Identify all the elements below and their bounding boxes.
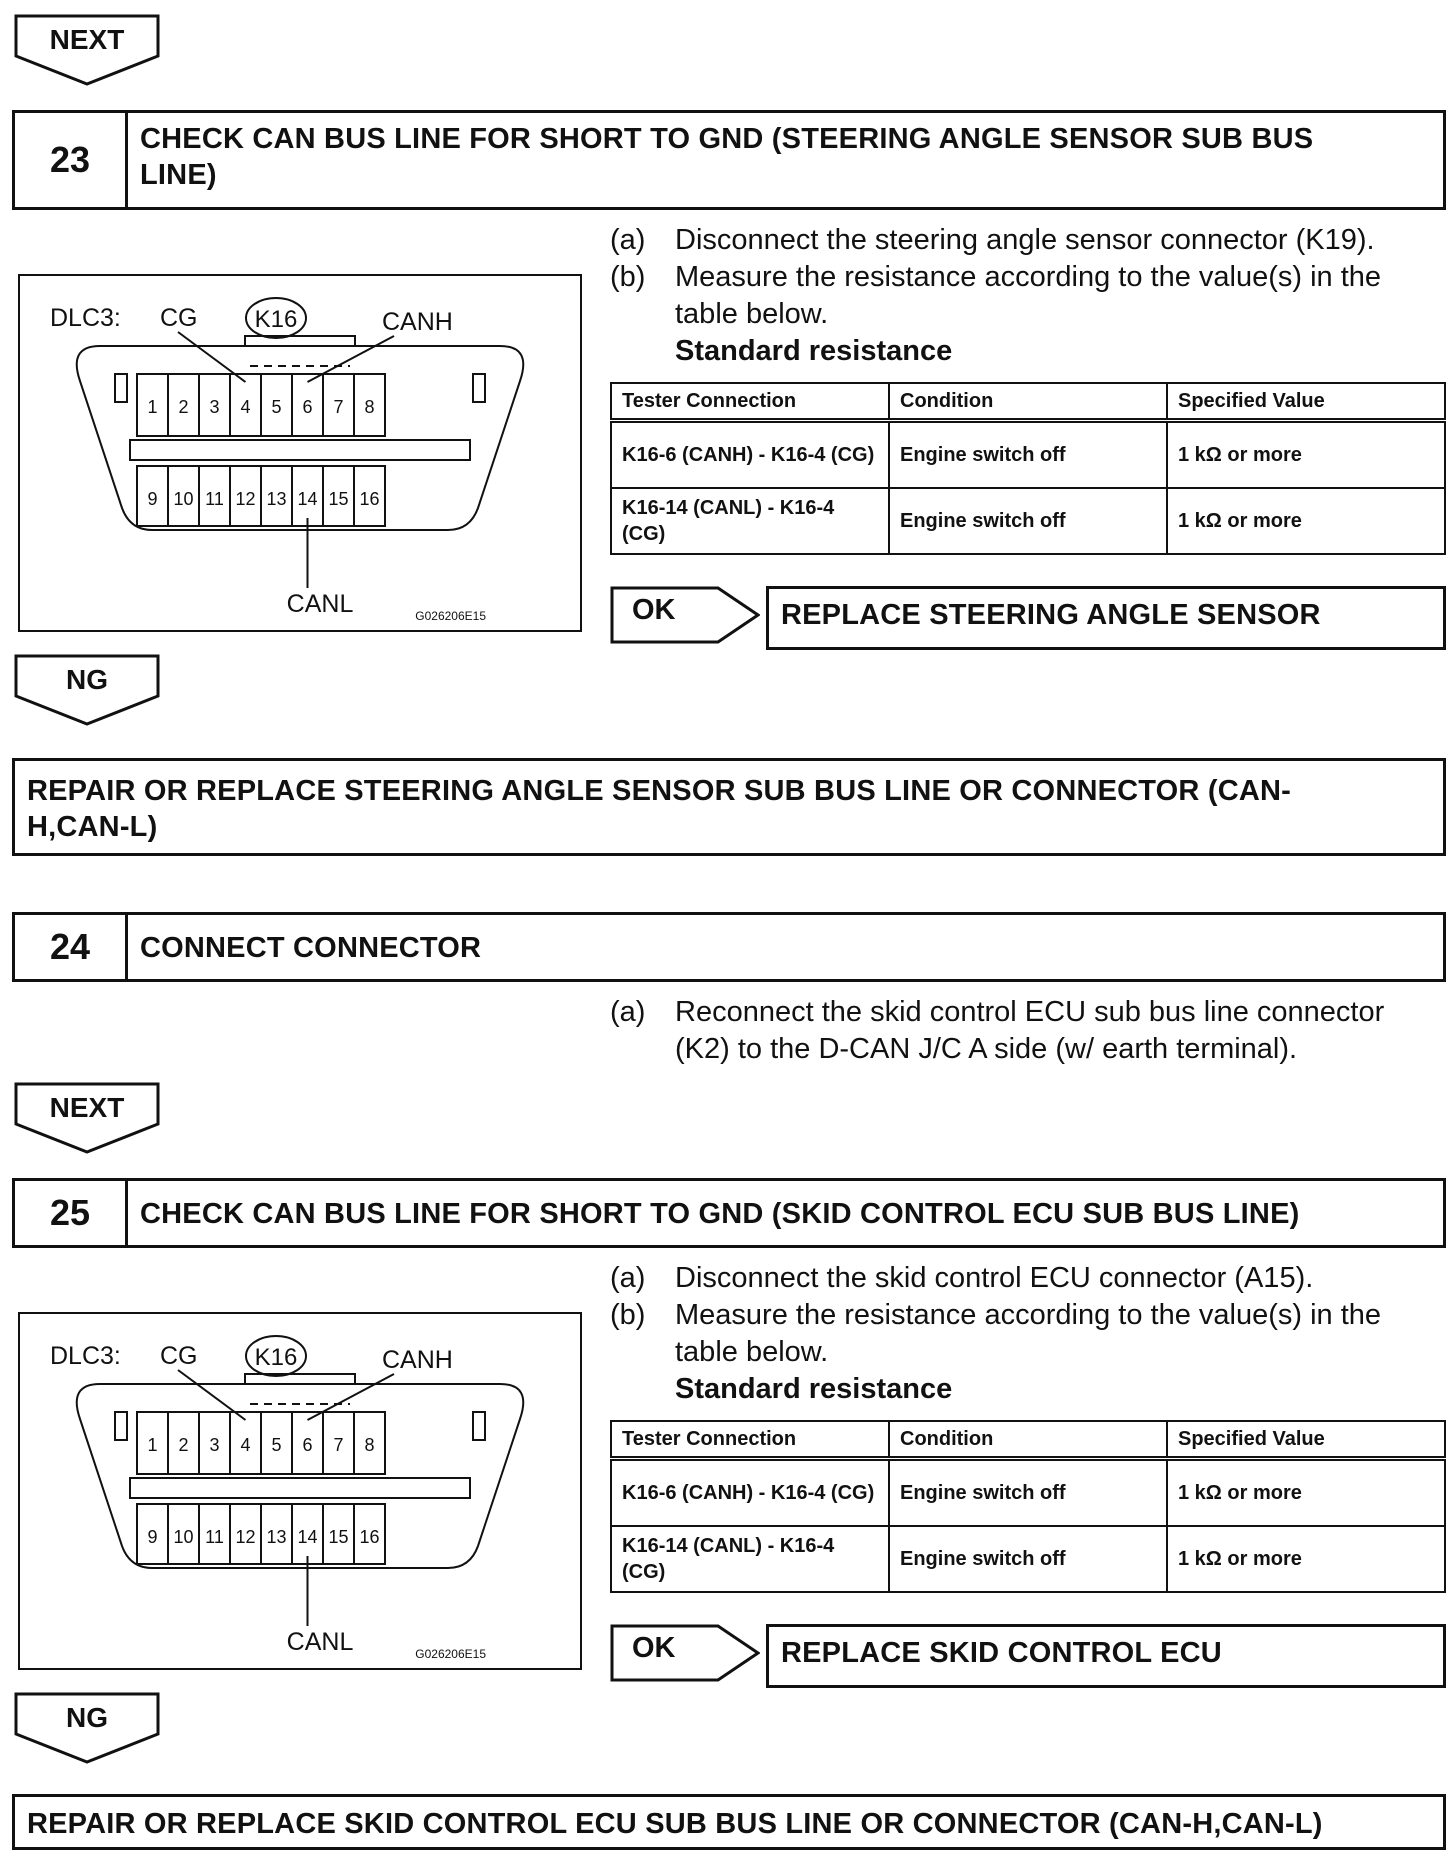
pin-number: 15 [328,1527,349,1547]
pin-number: 9 [147,1527,158,1547]
connector-id-label: K16 [254,306,298,333]
step-24-title: CONNECT CONNECTOR [140,932,482,964]
pin-number: 1 [147,1435,158,1455]
center-separator-bar [130,1478,470,1498]
step-25-ok-row: OK REPLACE SKID CONTROL ECU [610,1624,1446,1690]
pin-number: 8 [364,397,375,417]
figure-code: G026206E15 [415,609,486,623]
pin-number: 9 [147,489,158,509]
cg-label: CG [160,304,198,332]
pin-number: 10 [173,1527,194,1547]
step-23-ok-result: REPLACE STEERING ANGLE SENSOR [766,586,1446,650]
pin-number: 14 [297,1527,318,1547]
ng-tag: NG [14,654,160,726]
pin-number: 5 [271,397,282,417]
canh-label: CANH [382,1346,453,1374]
dlc3-title: DLC3: [50,304,121,332]
canl-label: CANL [286,1628,354,1656]
step-23-ng-result: REPAIR OR REPLACE STEERING ANGLE SENSOR SUB BUS LINE OR CONNECTOR (CAN- H,CAN-L) [12,758,1446,856]
next-label: NEXT [49,24,125,55]
pin-number: 3 [209,397,220,417]
step-25-header [12,1178,1446,1248]
dlc3-connector-diagram [20,276,580,630]
ng-tag: NG [14,1692,160,1764]
pin-number: 11 [205,1527,224,1547]
connector-right-slot [473,1412,485,1440]
step-25-number: 25 [15,1181,128,1245]
step-23-dlc3-figure [18,274,582,632]
table-row: K16-6 (CANH) - K16-4 (CG) Engine switch off 1 kΩ or more [611,421,1445,489]
step-25-instructions: (a) Disconnect the skid control ECU connector (A15). (b) Measure the resistance according to the value(s) in the table below. Standard resistance [610,1260,1440,1408]
canh-label: CANH [382,308,453,336]
pin-number: 10 [173,489,194,509]
dlc3-connector-diagram [20,1314,580,1668]
pin-number: 13 [266,489,287,509]
pin-number: 7 [333,1435,344,1455]
pin-number: 2 [178,1435,189,1455]
step-24-header [12,912,1446,982]
canh-leader-line [308,336,395,382]
connector-key-notch [245,336,355,346]
pin-number: 8 [364,1435,375,1455]
figure-code: G026206E15 [415,1647,486,1661]
step-23-number: 23 [15,113,128,207]
pin-number: 3 [209,1435,220,1455]
pin-number: 11 [205,489,224,509]
pin-number: 6 [302,397,313,417]
pin-number: 16 [359,489,380,509]
connector-right-slot [473,374,485,402]
pin-number: 12 [235,489,256,509]
pin-number: 5 [271,1435,282,1455]
pin-number: 1 [147,397,158,417]
standard-resistance-label: Standard resistance [675,1373,953,1405]
pin-number: 12 [235,1527,256,1547]
step-24-number: 24 [15,915,128,979]
step-23-header [12,110,1446,210]
table-row: K16-14 (CANL) - K16-4 (CG) Engine switch off 1 kΩ or more [611,1526,1445,1592]
pin-number: 2 [178,397,189,417]
step-25-resistance-table: Tester Connection Condition Specified Value K16-6 (CANH) - K16-4 (CG) Engine switch off 1 kΩ or more K16-14 (CANL) - K16-4 (CG) Engine switch off 1 kΩ or more [610,1420,1446,1593]
step-23-instructions: (a) Disconnect the steering angle sensor connector (K19). (b) Measure the resistance according to the value(s) in the table below. Standard resistance [610,222,1440,370]
table-row: K16-14 (CANL) - K16-4 (CG) Engine switch off 1 kΩ or more [611,488,1445,554]
connector-left-slot [115,374,127,402]
step-23-resistance-table: Tester Connection Condition Specified Value K16-6 (CANH) - K16-4 (CG) Engine switch off 1 kΩ or more K16-14 (CANL) - K16-4 (CG) Engine switch off 1 kΩ or more [610,382,1446,555]
step-25-ng-result: REPAIR OR REPLACE SKID CONTROL ECU SUB BUS LINE OR CONNECTOR (CAN-H,CAN-L) [12,1794,1446,1850]
next-tag [14,14,160,86]
pin-number: 14 [297,489,318,509]
connector-left-slot [115,1412,127,1440]
step-24-instructions: (a) Reconnect the skid control ECU sub bus line connector (K2) to the D-CAN J/C A side (w/ earth terminal). [610,996,1385,1065]
pin-number: 4 [240,1435,251,1455]
step-25-title: CHECK CAN BUS LINE FOR SHORT TO GND (SKID CONTROL ECU SUB BUS LINE) [140,1198,1300,1230]
table-row: K16-6 (CANH) - K16-4 (CG) Engine switch off 1 kΩ or more [611,1459,1445,1527]
step-23-title: CHECK CAN BUS LINE FOR SHORT TO GND (STEERING ANGLE SENSOR SUB BUS LINE) [140,123,1314,191]
pin-number: 15 [328,489,349,509]
canl-label: CANL [286,590,354,618]
connector-key-notch [245,1374,355,1384]
connector-id-label: K16 [254,1344,298,1371]
next-tag: NEXT [14,1082,160,1154]
cg-label: CG [160,1342,198,1370]
pin-number: 16 [359,1527,380,1547]
canh-leader-line [308,1374,395,1420]
pin-number: 13 [266,1527,287,1547]
step-23-ok-row: OK REPLACE STEERING ANGLE SENSOR [610,586,1446,652]
step-25-ok-result: REPLACE SKID CONTROL ECU [766,1624,1446,1688]
standard-resistance-label: Standard resistance [675,335,953,367]
dlc3-title: DLC3: [50,1342,121,1370]
pin-number: 4 [240,397,251,417]
center-separator-bar [130,440,470,460]
pin-number: 6 [302,1435,313,1455]
step-25-dlc3-figure [18,1312,582,1670]
pin-number: 7 [333,397,344,417]
